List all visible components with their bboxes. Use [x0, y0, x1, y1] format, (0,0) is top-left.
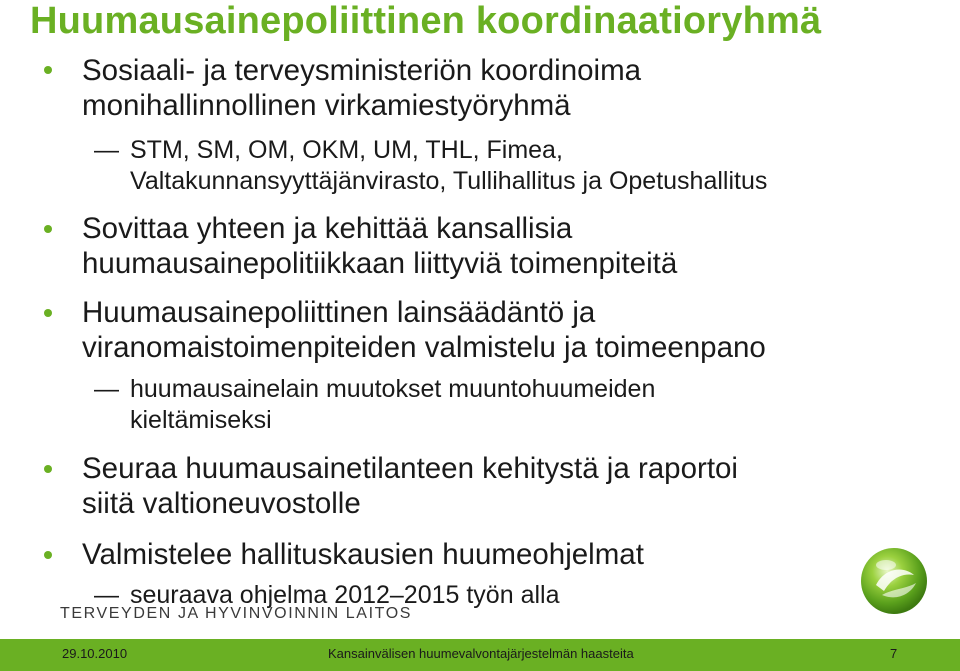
- bullet-marker: [44, 309, 52, 317]
- footer-date: 29.10.2010: [62, 646, 128, 661]
- bullet-1-sub-line-2: Valtakunnansyyttäjänvirasto, Tullihallitus ja Opetushallitus: [130, 167, 768, 195]
- bullet-1-line-1: Sosiaali- ja terveysministeriön koordinoima: [82, 54, 642, 87]
- bullet-marker: [44, 551, 52, 559]
- footer-page-number: 7: [890, 646, 898, 661]
- slide-title: Huumausainepoliittinen koordinaatioryhmä: [30, 0, 822, 42]
- bullet-5-sub-line-1: seuraava ohjelma 2012–2015 työn alla: [130, 581, 560, 609]
- bullet-2-line-2: huumausainepolitiikkaan liittyviä toimenpiteitä: [82, 247, 678, 280]
- bullet-4-line-2: siitä valtioneuvostolle: [82, 487, 361, 520]
- organization-name: TERVEYDEN JA HYVINVOINNIN LAITOS: [60, 605, 413, 622]
- bullet-3-line-2: viranomaistoimenpiteiden valmistelu ja toimeenpano: [82, 331, 766, 364]
- bullet-2-line-1: Sovittaa yhteen ja kehittää kansallisia: [82, 212, 573, 245]
- bullet-3-sub-line-1: huumausainelain muutokset muuntohuumeiden: [130, 375, 656, 403]
- bullet-3-line-1: Huumausainepoliittinen lainsäädäntö ja: [82, 296, 596, 329]
- bullet-3-sub-line-2: kieltämiseksi: [130, 406, 272, 434]
- bullet-1-sub-line-1: STM, SM, OM, OKM, UM, THL, Fimea,: [130, 136, 563, 164]
- green-sphere-logo-icon: [858, 545, 930, 617]
- bullet-marker: [44, 66, 52, 74]
- bullet-marker: [44, 225, 52, 233]
- sub-bullet-dash: —: [94, 375, 119, 403]
- sub-bullet-dash: —: [94, 581, 119, 609]
- bullet-marker: [44, 465, 52, 473]
- bullet-4-line-1: Seuraa huumausainetilanteen kehitystä ja raportoi: [82, 452, 738, 485]
- footer-presentation-title: Kansainvälisen huumevalvontajärjestelmän haasteita: [328, 646, 634, 661]
- bullet-5-line-1: Valmistelee hallituskausien huumeohjelmat: [82, 538, 644, 571]
- sub-bullet-dash: —: [94, 136, 119, 164]
- bullet-1-line-2: monihallinnollinen virkamiestyöryhmä: [82, 89, 571, 122]
